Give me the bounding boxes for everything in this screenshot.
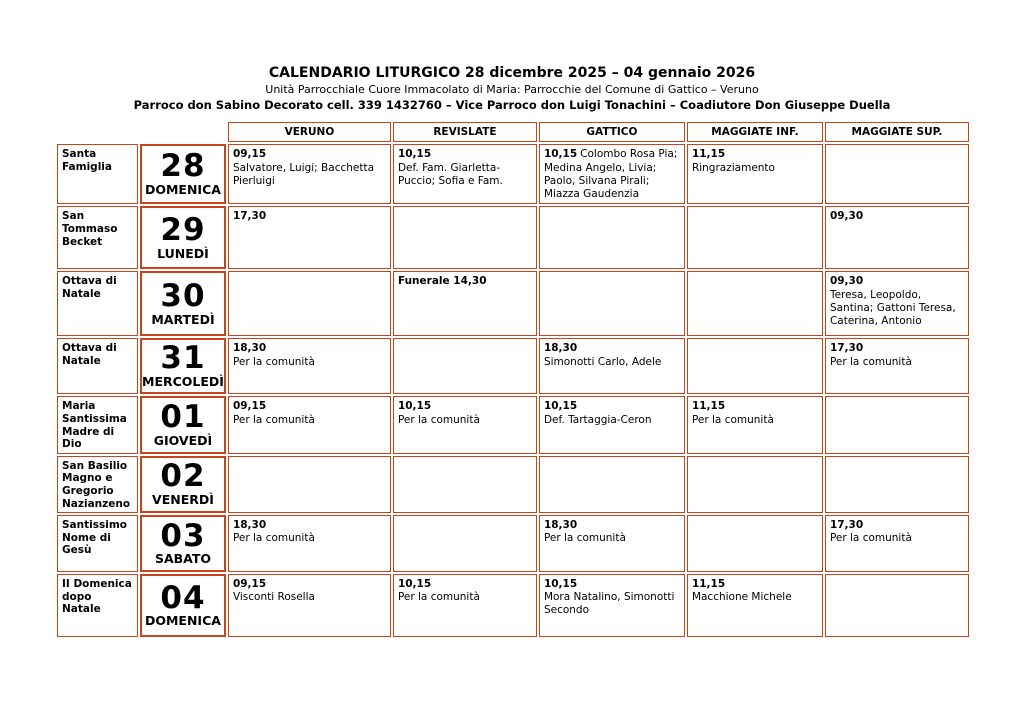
- mass-time: 18,30: [543, 342, 578, 355]
- table-row-jan01: [57, 396, 969, 453]
- mass-time: 10,15: [543, 578, 578, 591]
- mass-time: 10,15: [397, 400, 432, 413]
- mass-names: Per la comunità: [397, 591, 480, 604]
- mass-cell: [539, 515, 685, 572]
- mass-names: Teresa, Leopoldo, Santina; Gattoni Teresa, Caterina, Antonio: [829, 288, 956, 327]
- mass-time: 09,30: [829, 275, 864, 288]
- mass-names: Per la comunità: [829, 532, 912, 545]
- feast-label: Santa Famiglia: [62, 148, 112, 174]
- mass-names: Macchione Michele: [691, 591, 792, 604]
- day-name: SABATO: [154, 551, 211, 567]
- mass-cell: [825, 144, 969, 204]
- mass-cell: [825, 515, 969, 572]
- column-header-maggiate-sup: MAGGIATE SUP.: [825, 122, 969, 142]
- column-header-maggiate-inf: MAGGIATE INF.: [687, 122, 823, 142]
- mass-time: 17,30: [829, 342, 864, 355]
- day-cell: [140, 206, 226, 269]
- mass-cell: [393, 144, 537, 204]
- feast-cell: [57, 338, 138, 394]
- mass-cell: [228, 271, 391, 336]
- mass-time: 18,30: [232, 342, 267, 355]
- feast-label: San Basilio Magno e Gregorio Nazianzeno: [62, 459, 131, 510]
- mass-time: 17,30: [232, 210, 267, 223]
- day-number: 28: [160, 148, 206, 185]
- column-header-gattico: GATTICO: [539, 122, 685, 142]
- mass-time: 18,30: [543, 519, 578, 532]
- mass-time: 17,30: [829, 519, 864, 532]
- feast-label: Ottava di Natale: [62, 275, 117, 301]
- mass-cell: [228, 515, 391, 572]
- mass-cell: [687, 574, 823, 637]
- table-row-dec28: [57, 144, 969, 204]
- mass-cell: [825, 456, 969, 513]
- mass-cell: [687, 271, 823, 336]
- mass-time: 11,15: [691, 400, 726, 413]
- mass-names: Ringraziamento: [691, 161, 775, 174]
- day-cell: [140, 271, 226, 336]
- day-number: 02: [160, 458, 206, 495]
- mass-time: 10,15: [397, 578, 432, 591]
- mass-cell: [539, 271, 685, 336]
- mass-cell: [825, 396, 969, 453]
- mass-names: Per la comunità: [232, 355, 315, 368]
- mass-names: Salvatore, Luigi; Bacchetta Pierluigi: [232, 161, 375, 187]
- mass-cell: [539, 456, 685, 513]
- mass-time: 11,15: [691, 578, 726, 591]
- day-number: 03: [160, 517, 206, 554]
- feast-label: Ottava di Natale: [62, 342, 117, 368]
- mass-cell: [228, 144, 391, 204]
- feast-cell: [57, 456, 138, 513]
- document-header: [0, 0, 1024, 113]
- table-row-jan04: [57, 574, 969, 637]
- day-name: DOMENICA: [144, 182, 221, 198]
- mass-cell: [393, 338, 537, 394]
- feast-label: Santissimo Nome di Gesù: [62, 519, 127, 557]
- mass-time: 09,15: [232, 400, 267, 413]
- table-row-jan02: [57, 456, 969, 513]
- mass-cell: [393, 574, 537, 637]
- day-cell: [140, 456, 226, 513]
- feast-cell: [57, 144, 138, 204]
- feast-cell: [57, 574, 138, 637]
- liturgical-calendar-table: [55, 120, 971, 639]
- feast-cell: [57, 515, 138, 572]
- day-number: 01: [160, 399, 206, 436]
- mass-cell: [825, 206, 969, 269]
- day-number: 31: [160, 340, 206, 377]
- mass-cell: [228, 206, 391, 269]
- day-name: VENERDÌ: [152, 492, 214, 508]
- mass-names: Visconti Rosella: [232, 591, 315, 604]
- mass-cell: [539, 396, 685, 453]
- mass-names: Def. Fam. Giarletta-Puccio; Sofia e Fam.: [397, 161, 503, 187]
- mass-cell: [687, 515, 823, 572]
- day-number: 30: [160, 277, 206, 314]
- day-cell: [140, 144, 226, 204]
- mass-cell: [228, 456, 391, 513]
- mass-cell: [825, 271, 969, 336]
- table-row-dec29: [57, 206, 969, 269]
- table-row-dec30: [57, 271, 969, 336]
- mass-cell: [687, 144, 823, 204]
- mass-time: 10,15: [543, 400, 578, 413]
- mass-names: Def. Tartaggia-Ceron: [543, 413, 652, 426]
- feast-label: Maria Santissima Madre di Dio: [62, 400, 127, 451]
- mass-time: 09,15: [232, 148, 267, 161]
- day-number: 04: [160, 579, 206, 616]
- mass-names: Per la comunità: [232, 413, 315, 426]
- mass-cell: [393, 456, 537, 513]
- mass-time: 18,30: [232, 519, 267, 532]
- mass-names: Per la comunità: [543, 532, 626, 545]
- mass-cell: [393, 396, 537, 453]
- column-header-revislate: REVISLATE: [393, 122, 537, 142]
- feast-cell: [57, 396, 138, 453]
- day-name: GIOVEDÌ: [153, 432, 213, 448]
- day-name: DOMENICA: [144, 613, 221, 629]
- day-number: 29: [160, 211, 206, 248]
- mass-cell: [393, 515, 537, 572]
- mass-names: Per la comunità: [232, 532, 315, 545]
- mass-names: Per la comunità: [691, 413, 774, 426]
- mass-cell: [687, 338, 823, 394]
- mass-cell: [228, 338, 391, 394]
- mass-cell: [539, 574, 685, 637]
- mass-time: 10,15: [543, 148, 578, 161]
- day-cell: [140, 574, 226, 637]
- mass-cell: [539, 338, 685, 394]
- day-name: LUNEDÌ: [157, 245, 209, 261]
- mass-names: Mora Natalino, Simonotti Secondo: [543, 591, 675, 617]
- mass-cell: [539, 206, 685, 269]
- feast-cell: [57, 271, 138, 336]
- mass-cell: [539, 144, 685, 204]
- mass-time: 11,15: [691, 148, 726, 161]
- mass-names: Colombo Rosa Pia; Medina Angelo, Livia; Paolo, Silvana Pirali; Miazza Gaudenzia: [543, 148, 678, 200]
- mass-time: 09,15: [232, 578, 267, 591]
- feast-cell: [57, 206, 138, 269]
- page-subtitle: Unità Parrocchiale Cuore Immacolato di Maria: Parrocchie del Comune di Gattico – Veruno: [265, 83, 759, 97]
- day-name: MERCOLEDÌ: [142, 374, 224, 390]
- feast-label: San Tommaso Becket: [62, 210, 118, 248]
- clergy-contacts: Parroco don Sabino Decorato cell. 339 1432760 – Vice Parroco don Luigi Tonachini – Coadiutore Don Giuseppe Duella: [133, 98, 891, 113]
- mass-cell: [687, 206, 823, 269]
- corner-spacer: [57, 122, 138, 142]
- mass-cell: [228, 574, 391, 637]
- table-row-dec31: [57, 338, 969, 394]
- mass-names: Simonotti Carlo, Adele: [543, 355, 662, 368]
- mass-time: 09,30: [829, 210, 864, 223]
- day-name: MARTEDÌ: [151, 311, 215, 327]
- mass-cell: [393, 206, 537, 269]
- mass-time: Funerale 14,30: [397, 275, 487, 288]
- mass-cell: [228, 396, 391, 453]
- table-row-jan03: [57, 515, 969, 572]
- mass-names: Per la comunità: [397, 413, 480, 426]
- column-header-row: [57, 122, 969, 142]
- corner-spacer: [140, 122, 226, 142]
- day-cell: [140, 338, 226, 394]
- mass-names: Per la comunità: [829, 355, 912, 368]
- mass-cell: [687, 456, 823, 513]
- day-cell: [140, 515, 226, 572]
- day-cell: [140, 396, 226, 453]
- column-header-veruno: VERUNO: [228, 122, 391, 142]
- mass-cell: [825, 574, 969, 637]
- feast-label: II Domenica dopo Natale: [62, 578, 132, 616]
- mass-cell: [393, 271, 537, 336]
- page-title: CALENDARIO LITURGICO 28 dicembre 2025 – 04 gennaio 2026: [268, 65, 756, 81]
- mass-cell: [687, 396, 823, 453]
- mass-time: 10,15: [397, 148, 432, 161]
- mass-cell: [825, 338, 969, 394]
